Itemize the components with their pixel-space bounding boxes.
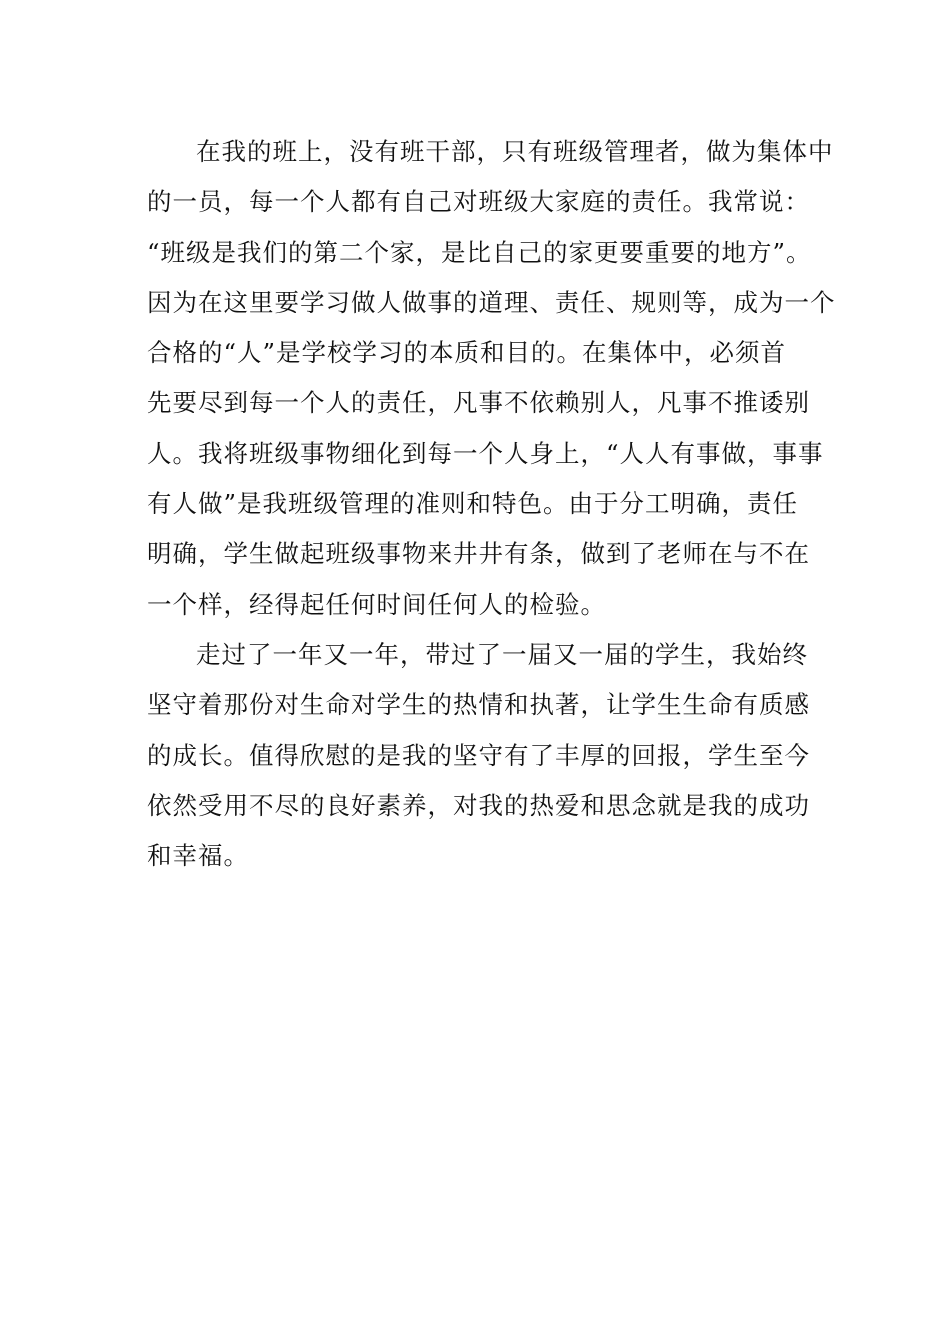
text-line: 的成长。值得欣慰的是我的坚守有了丰厚的回报，学生至今 xyxy=(147,740,810,770)
text-line: 先要尽到每一个人的责任，凡事不依赖别人，凡事不推诿别 xyxy=(147,388,810,418)
paragraph-class-management xyxy=(147,127,836,630)
text-line: 坚守着那份对生命对学生的热情和执著，让学生生命有质感 xyxy=(147,690,810,720)
text-line: 人。我将班级事物细化到每一个人身上，“人人有事做，事事 xyxy=(147,438,824,468)
text-line: 因为在这里要学习做人做事的道理、责任、规则等，成为一个 xyxy=(147,287,836,317)
document-body xyxy=(147,127,836,881)
text-line: 和幸福。 xyxy=(147,841,249,871)
text-line: “班级是我们的第二个家，是比自己的家更要重要的地方”。 xyxy=(147,237,812,267)
text-line: 明确，学生做起班级事物来井井有条，做到了老师在与不在 xyxy=(147,539,810,569)
text-line: 在我的班上，没有班干部，只有班级管理者，做为集体中 xyxy=(196,137,834,166)
text-line: 一个样，经得起任何时间任何人的检验。 xyxy=(147,589,606,619)
paragraph-perseverance xyxy=(147,630,827,881)
text-line: 走过了一年又一年，带过了一届又一届的学生，我始终 xyxy=(196,639,808,669)
text-line: 依然受用不尽的良好素养，对我的热爱和思念就是我的成功 xyxy=(147,790,810,820)
text-line: 有人做”是我班级管理的准则和特色。由于分工明确，责任 xyxy=(147,489,799,519)
text-line: 合格的“人”是学校学习的本质和目的。在集体中，必须首 xyxy=(147,338,787,368)
text-line: 的一员，每一个人都有自己对班级大家庭的责任。我常说： xyxy=(147,187,810,217)
